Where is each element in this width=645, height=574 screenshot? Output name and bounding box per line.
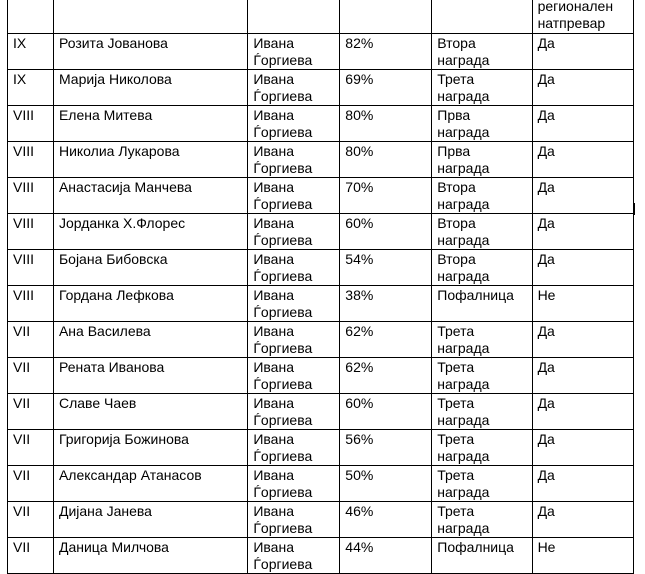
score-cell: 80% <box>340 106 432 142</box>
regional-cell: Да <box>532 358 633 394</box>
mentor-cell: Ивана Ѓоргиева <box>248 322 340 358</box>
award-cell: Втора награда <box>432 178 532 214</box>
grade-cell: VII <box>8 394 54 430</box>
award-cell: Пофалница <box>432 286 532 322</box>
regional-cell: Да <box>532 466 633 502</box>
score-cell: 38% <box>340 286 432 322</box>
table-row <box>8 214 634 250</box>
award-cell: Прва награда <box>432 106 532 142</box>
award-cell: Трета награда <box>432 430 532 466</box>
grade-cell: VIII <box>8 286 54 322</box>
score-cell: 46% <box>340 502 432 538</box>
score-cell: 80% <box>340 142 432 178</box>
score-cell: 60% <box>340 214 432 250</box>
mentor-cell: Ивана Ѓоргиева <box>248 502 340 538</box>
award-cell: Трета награда <box>432 322 532 358</box>
award-cell: Прва награда <box>432 142 532 178</box>
regional-cell: Да <box>532 250 633 286</box>
table-row <box>8 286 634 322</box>
score-cell: 62% <box>340 322 432 358</box>
header-cell <box>248 0 340 34</box>
award-cell: Трета награда <box>432 466 532 502</box>
table-row <box>8 322 634 358</box>
student-name-cell: Дијана Јанева <box>53 502 247 538</box>
score-cell: 50% <box>340 466 432 502</box>
table-row <box>8 538 634 574</box>
table-row <box>8 430 634 466</box>
mentor-cell: Ивана Ѓоргиева <box>248 142 340 178</box>
header-cell <box>340 0 432 34</box>
header-cell-regional: регионален натпревар <box>532 0 633 34</box>
regional-cell: Да <box>532 142 633 178</box>
regional-cell: Да <box>532 430 633 466</box>
grade-cell: VIII <box>8 214 54 250</box>
student-name-cell: Славе Чаев <box>53 394 247 430</box>
grade-cell: VII <box>8 502 54 538</box>
table-row <box>8 70 634 106</box>
award-cell: Трета награда <box>432 70 532 106</box>
award-cell: Трета награда <box>432 394 532 430</box>
student-name-cell: Анастасија Манчева <box>53 178 247 214</box>
regional-cell: Не <box>532 538 633 574</box>
mentor-cell: Ивана Ѓоргиева <box>248 538 340 574</box>
student-name-cell: Бојана Бибовска <box>53 250 247 286</box>
student-name-cell: Григорија Божинова <box>53 430 247 466</box>
table-row <box>8 34 634 70</box>
student-name-cell: Розита Јованова <box>53 34 247 70</box>
header-cell <box>8 0 54 34</box>
student-name-cell: Елена Митева <box>53 106 247 142</box>
grade-cell: VII <box>8 430 54 466</box>
table-row <box>8 394 634 430</box>
results-table-body <box>8 0 634 574</box>
mentor-cell: Ивана Ѓоргиева <box>248 106 340 142</box>
score-cell: 62% <box>340 358 432 394</box>
regional-cell: Да <box>532 394 633 430</box>
regional-cell: Да <box>532 214 633 250</box>
mentor-cell: Ивана Ѓоргиева <box>248 70 340 106</box>
header-cell <box>53 0 247 34</box>
grade-cell: VIII <box>8 178 54 214</box>
mentor-cell: Ивана Ѓоргиева <box>248 214 340 250</box>
mentor-cell: Ивана Ѓоргиева <box>248 358 340 394</box>
grade-cell: VIII <box>8 250 54 286</box>
table-header-row <box>8 0 634 34</box>
mentor-cell: Ивана Ѓоргиева <box>248 250 340 286</box>
grade-cell: VIII <box>8 106 54 142</box>
student-name-cell: Николиа Лукарова <box>53 142 247 178</box>
student-name-cell: Даница Милчова <box>53 538 247 574</box>
student-name-cell: Јорданка Х.Флорес <box>53 214 247 250</box>
grade-cell: IX <box>8 70 54 106</box>
mentor-cell: Ивана Ѓоргиева <box>248 466 340 502</box>
score-cell: 69% <box>340 70 432 106</box>
student-name-cell: Рената Иванова <box>53 358 247 394</box>
regional-cell: Да <box>532 34 633 70</box>
table-row <box>8 502 634 538</box>
table-row <box>8 466 634 502</box>
award-cell: Трета награда <box>432 502 532 538</box>
mentor-cell: Ивана Ѓоргиева <box>248 34 340 70</box>
student-name-cell: Гордана Лефкова <box>53 286 247 322</box>
student-name-cell: Марија Николова <box>53 70 247 106</box>
table-row <box>8 106 634 142</box>
mentor-cell: Ивана Ѓоргиева <box>248 394 340 430</box>
results-table <box>7 0 634 574</box>
mentor-cell: Ивана Ѓоргиева <box>248 178 340 214</box>
grade-cell: VII <box>8 466 54 502</box>
award-cell: Втора награда <box>432 214 532 250</box>
table-row <box>8 142 634 178</box>
award-cell: Втора награда <box>432 34 532 70</box>
mentor-cell: Ивана Ѓоргиева <box>248 286 340 322</box>
award-cell: Втора награда <box>432 250 532 286</box>
table-row <box>8 250 634 286</box>
header-cell <box>432 0 532 34</box>
table-row <box>8 178 634 214</box>
regional-cell: Да <box>532 502 633 538</box>
score-cell: 70% <box>340 178 432 214</box>
student-name-cell: Ана Василева <box>53 322 247 358</box>
grade-cell: VIII <box>8 142 54 178</box>
grade-cell: VII <box>8 358 54 394</box>
table-row <box>8 358 634 394</box>
regional-cell: Да <box>532 70 633 106</box>
score-cell: 56% <box>340 430 432 466</box>
regional-cell: Да <box>532 106 633 142</box>
regional-cell: Да <box>532 322 633 358</box>
regional-cell: Не <box>532 286 633 322</box>
text-cursor <box>634 203 635 215</box>
regional-cell: Да <box>532 178 633 214</box>
grade-cell: VII <box>8 538 54 574</box>
score-cell: 82% <box>340 34 432 70</box>
award-cell: Пофалница <box>432 538 532 574</box>
mentor-cell: Ивана Ѓоргиева <box>248 430 340 466</box>
score-cell: 60% <box>340 394 432 430</box>
award-cell: Трета награда <box>432 358 532 394</box>
score-cell: 54% <box>340 250 432 286</box>
score-cell: 44% <box>340 538 432 574</box>
student-name-cell: Александар Атанасов <box>53 466 247 502</box>
grade-cell: IX <box>8 34 54 70</box>
grade-cell: VII <box>8 322 54 358</box>
